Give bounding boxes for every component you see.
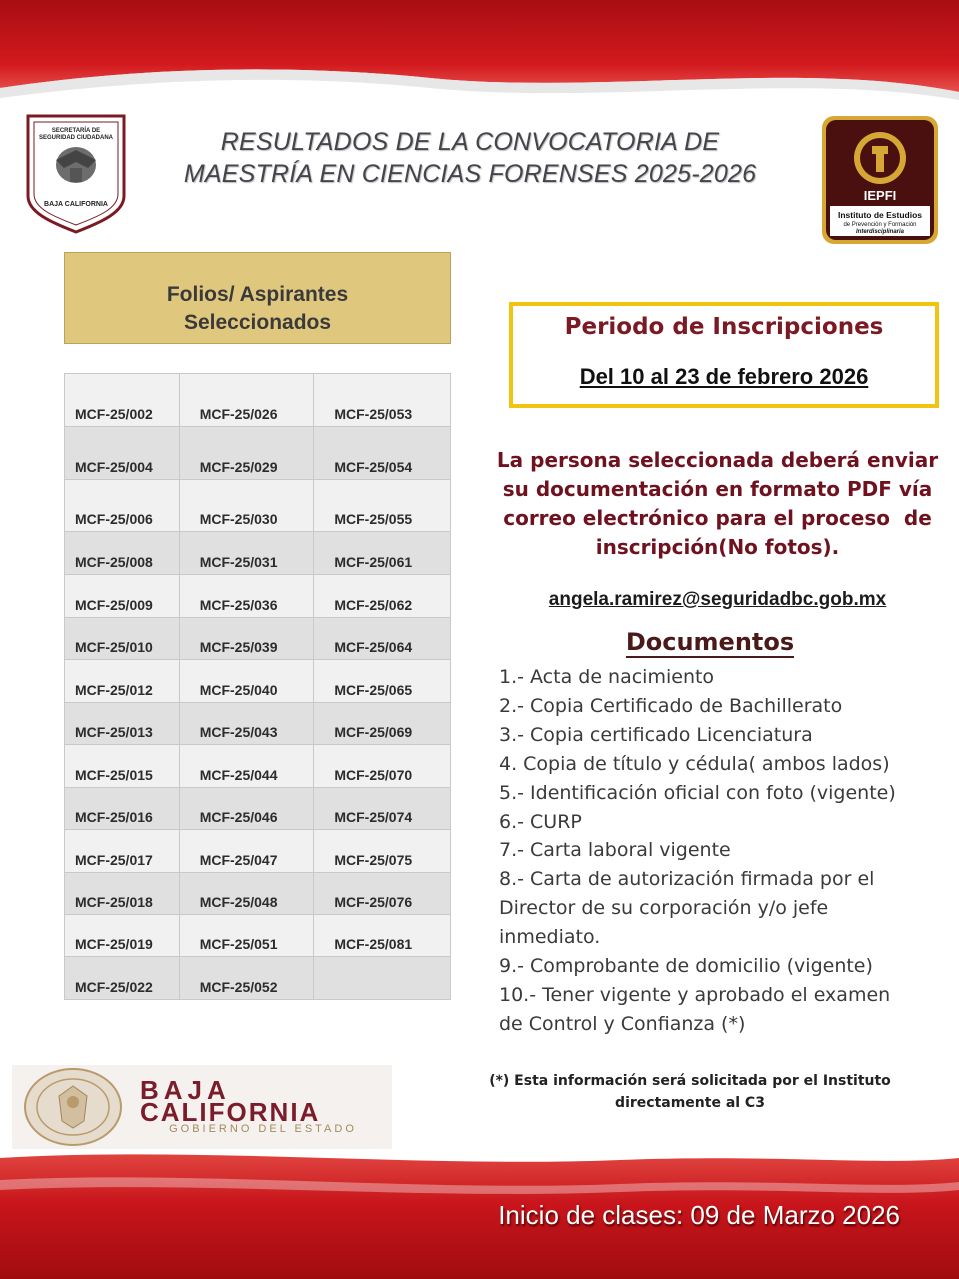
folio-cell: MCF-25/074: [314, 788, 451, 830]
document-item: 7.- Carta laboral vigente: [499, 839, 731, 862]
table-row: [65, 575, 451, 618]
folio-cell: MCF-25/061: [314, 532, 451, 575]
folio-cell: MCF-25/062: [314, 575, 451, 618]
document-item: 2.- Copia Certificado de Bachillerato: [499, 694, 843, 717]
folio-cell: MCF-25/069: [314, 703, 451, 745]
baja-logo-line1: BAJA: [140, 1075, 231, 1105]
folio-cell: MCF-25/018: [65, 873, 180, 915]
folios-heading-line1: Folios/ Aspirantes: [166, 283, 349, 306]
instructions-line1: La persona seleccionada deberá enviar: [496, 448, 939, 472]
document-item: 4. Copia de título y cédula( ambos lados): [499, 752, 890, 775]
folio-cell: MCF-25/002: [65, 374, 180, 427]
folio-cell: MCF-25/044: [179, 745, 314, 788]
instructions-line2: su documentación en formato PDF vía: [502, 477, 933, 501]
classes-start-date: Inicio de clases: 09 de Marzo 2026: [498, 1200, 900, 1230]
title-line-1: RESULTADOS DE LA CONVOCATORIA DE: [220, 128, 720, 156]
document-item: 6.- CURP: [499, 810, 582, 833]
instructions-line4: inscripción(No fotos).: [595, 535, 840, 559]
folio-cell: MCF-25/031: [179, 532, 314, 575]
document-item: 1.- Acta de nacimiento: [499, 666, 715, 688]
folio-cell: MCF-25/070: [314, 745, 451, 788]
folio-cell: MCF-25/047: [179, 830, 314, 873]
folio-cell: MCF-25/006: [65, 480, 180, 532]
folio-cell: MCF-25/019: [65, 915, 180, 957]
document-item: 5.- Identificación oficial con foto (vigente): [499, 781, 896, 804]
folio-cell: MCF-25/054: [314, 427, 451, 480]
folio-cell: MCF-25/053: [314, 374, 451, 427]
iepfi-acronym: IEPFI: [863, 188, 897, 203]
folio-cell: MCF-25/043: [179, 703, 314, 745]
iepfi-line3: Interdisciplinaria: [855, 229, 905, 235]
table-row: [65, 788, 451, 830]
period-dates: Del 10 al 23 de febrero 2026: [579, 364, 869, 389]
documents-title-text: Documentos: [625, 628, 795, 656]
table-row: [65, 830, 451, 873]
folio-cell: MCF-25/055: [314, 480, 451, 532]
table-row: [65, 915, 451, 957]
table-row: [65, 745, 451, 788]
table-row: [65, 660, 451, 703]
contact-email-link[interactable]: angela.ramirez@seguridadbc.gob.mx: [548, 589, 887, 610]
baja-california-coat-of-arms-icon: [14, 1066, 132, 1148]
folio-cell: MCF-25/065: [314, 660, 451, 703]
ssc-logo-line1: SECRETARÍA DE: [51, 128, 101, 134]
folio-cell: MCF-25/022: [65, 957, 180, 1000]
document-item: 8.- Carta de autorización firmada por el Director de su corporación y/o jefe inmediato.: [499, 868, 875, 949]
folio-cell: MCF-25/040: [179, 660, 314, 703]
folio-cell: [314, 957, 451, 1000]
instructions-text: [495, 446, 940, 562]
table-row: [65, 427, 451, 480]
page-title: [150, 126, 790, 190]
folio-cell: MCF-25/026: [179, 374, 314, 427]
title-line-2: MAESTRÍA EN CIENCIAS FORENSES 2025-2026: [183, 160, 757, 188]
folio-cell: MCF-25/015: [65, 745, 180, 788]
inscription-period-box: [509, 302, 939, 408]
folio-cell: MCF-25/029: [179, 427, 314, 480]
folio-cell: MCF-25/052: [179, 957, 314, 1000]
document-item: 3.- Copia certificado Licenciatura: [499, 723, 813, 746]
baja-logo-line2: CALIFORNIA: [140, 1097, 321, 1127]
header-wave: [0, 0, 959, 120]
folio-cell: MCF-25/075: [314, 830, 451, 873]
folio-cell: MCF-25/009: [65, 575, 180, 618]
footnote-line2: directamente al C3: [615, 1095, 765, 1111]
folio-cell: MCF-25/008: [65, 532, 180, 575]
footnote-line1: (*) Esta información será solicitada por el Instituto: [489, 1073, 891, 1089]
iepfi-line2: de Prevención y Formación: [843, 222, 917, 228]
folio-cell: MCF-25/004: [65, 427, 180, 480]
folio-cell: MCF-25/030: [179, 480, 314, 532]
folio-cell: MCF-25/017: [65, 830, 180, 873]
folio-cell: MCF-25/046: [179, 788, 314, 830]
folio-cell: MCF-25/010: [65, 618, 180, 660]
folio-cell: MCF-25/016: [65, 788, 180, 830]
table-row: [65, 480, 451, 532]
folio-cell: MCF-25/013: [65, 703, 180, 745]
table-row: [65, 873, 451, 915]
ssc-logo-bottom: BAJA CALIFORNIA: [44, 201, 108, 208]
baja-logo-line3: GOBIERNO DEL ESTADO: [169, 1123, 357, 1135]
footnote: [475, 1070, 905, 1114]
seguridad-ciudadana-shield-logo: [22, 110, 130, 234]
folios-heading-line2: Seleccionados: [183, 311, 332, 334]
table-row: [65, 618, 451, 660]
folio-cell: MCF-25/048: [179, 873, 314, 915]
period-title: Periodo de Inscripciones: [564, 314, 884, 340]
documents-title: [600, 628, 820, 656]
documents-list: [499, 663, 919, 1039]
folio-cell: MCF-25/076: [314, 873, 451, 915]
document-item: 9.- Comprobante de domicilio (vigente): [499, 955, 873, 978]
table-row: [65, 532, 451, 575]
folio-cell: MCF-25/036: [179, 575, 314, 618]
folios-table: [64, 373, 451, 1000]
table-row: [65, 703, 451, 745]
iepfi-line1: Instituto de Estudios: [837, 210, 923, 220]
folio-cell: MCF-25/051: [179, 915, 314, 957]
instructions-line3: correo electrónico para el proceso de: [503, 506, 932, 530]
folio-cell: MCF-25/039: [179, 618, 314, 660]
folio-cell: MCF-25/012: [65, 660, 180, 703]
iepfi-logo: [820, 114, 940, 246]
ssc-logo-line2: SEGURIDAD CIUDADANA: [38, 135, 114, 141]
folio-cell: MCF-25/064: [314, 618, 451, 660]
table-row: [65, 957, 451, 1000]
folios-heading: [64, 252, 451, 344]
document-item: 10.- Tener vigente y aprobado el examen de Control y Confianza (*): [499, 983, 891, 1035]
table-row: [65, 374, 451, 427]
folio-cell: MCF-25/081: [314, 915, 451, 957]
